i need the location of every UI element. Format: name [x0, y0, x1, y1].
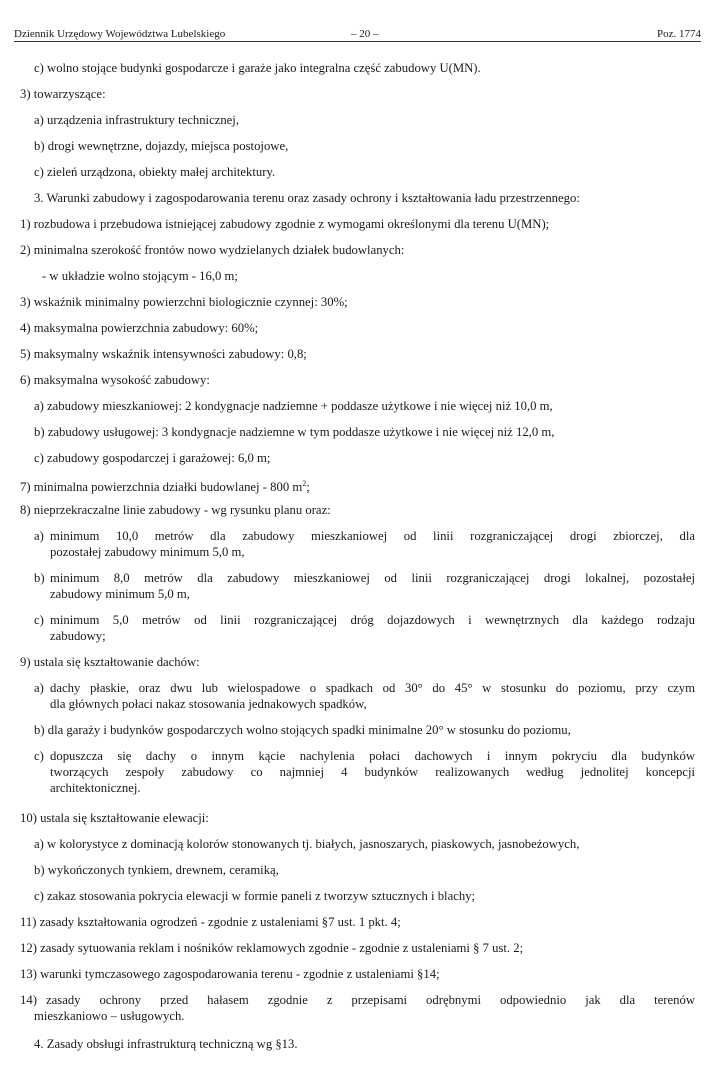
section-heading: 3. Warunki zabudowy i zagospodarowania terenu oraz zasady ochrony i kształtowania ładu przestrzennego:: [34, 191, 580, 205]
text-line: c) wolno stojące budynki gospodarcze i garaże jako integralna część zabudowy U(MN).: [34, 61, 481, 75]
item-marker: a): [34, 529, 44, 543]
text-line: a) urządzenia infrastruktury technicznej,: [34, 113, 240, 127]
item-marker: c): [34, 613, 44, 627]
text-line: 3) towarzyszące:: [20, 87, 106, 101]
text-segment: 7) minimalna powierzchnia działki budowlanej - 800 m: [20, 480, 303, 495]
text-line: 5) maksymalny wskaźnik intensywności zabudowy: 0,8;: [20, 347, 307, 361]
text-line: c) zieleń urządzona, obiekty małej architektury.: [34, 165, 276, 179]
text-line: 10) ustala się kształtowanie elewacji:: [20, 811, 209, 825]
text-line: dla głównych połaci nakaz stosowania jednakowych spadków,: [50, 697, 367, 711]
journal-title: Dziennik Urzędowy Województwa Lubelskiego: [14, 28, 226, 40]
text-line: dopuszcza się dachy o innym kącie nachylenia połaci dachowych i innym pokryciu dla budynków: [50, 749, 695, 763]
item-marker: 14): [20, 993, 37, 1007]
text-line: c) zakaz stosowania pokrycia elewacji w formie paneli z tworzyw sztucznych i blachy;: [34, 889, 476, 903]
text-line: architektonicznej.: [50, 781, 141, 795]
superscript: 2: [302, 479, 307, 488]
text-line: 6) maksymalna wysokość zabudowy:: [20, 373, 210, 387]
text-line: minimum 10,0 metrów dla zabudowy mieszkaniowej od linii rozgraniczającej drogi zbiorczej, dla: [50, 529, 695, 543]
page-number: – 20 –: [351, 28, 379, 40]
text-line: dachy płaskie, oraz dwu lub wielospadowe o spadkach od 30° do 45° w stosunku do poziomu, przy czym: [50, 681, 695, 695]
text-line: zasady ochrony przed hałasem zgodnie z przepisami odrębnymi odpowiednio jak dla terenów: [46, 993, 695, 1007]
text-line: 11) zasady kształtowania ogrodzeń - zgodnie z ustaleniami §7 ust. 1 pkt. 4;: [20, 915, 401, 929]
text-line: pozostałej zabudowy minimum 5,0 m,: [50, 545, 245, 559]
text-line: b) wykończonych tynkiem, drewnem, ceramiką,: [34, 863, 279, 877]
text-segment: ;: [306, 480, 310, 495]
section-heading: 4. Zasady obsługi infrastrukturą techniczną wg §13.: [34, 1037, 298, 1051]
text-line: 13) warunki tymczasowego zagospodarowania terenu - zgodnie z ustaleniami §14;: [20, 967, 440, 981]
text-line: 12) zasady sytuowania reklam i nośników reklamowych zgodnie - zgodnie z ustaleniami § 7 ust. 2;: [20, 941, 524, 955]
text-line: mieszkaniowo – usługowych.: [34, 1009, 185, 1023]
text-line: zabudowy;: [50, 629, 106, 643]
text-line: b) drogi wewnętrzne, dojazdy, miejsca postojowe,: [34, 139, 289, 153]
page-header: [14, 27, 701, 42]
text-line: a) w kolorystyce z dominacją kolorów stonowanych tj. białych, jasnoszarych, piaskowych, jasnobeżowych,: [34, 837, 580, 851]
text-line: zabudowy minimum 5,0 m,: [50, 587, 190, 601]
text-line: 3) wskaźnik minimalny powierzchni biologicznie czynnej: 30%;: [20, 295, 348, 309]
item-marker: c): [34, 749, 44, 763]
text-line: minimum 5,0 metrów od linii rozgraniczającej dróg dojazdowych i wewnętrznych dla każdego rodzaju: [50, 613, 695, 627]
position-number: Poz. 1774: [657, 28, 701, 40]
text-line: 2) minimalna szerokość frontów nowo wydzielanych działek budowlanych:: [20, 243, 405, 257]
item-marker: b): [34, 571, 45, 585]
text-line: c) zabudowy gospodarczej i garażowej: 6,0 m;: [34, 451, 271, 465]
text-line: b) zabudowy usługowej: 3 kondygnacje nadziemne w tym poddasze użytkowe i nie więcej niż 12,0 m,: [34, 425, 555, 439]
text-line: 9) ustala się kształtowanie dachów:: [20, 655, 200, 669]
item-marker: a): [34, 681, 44, 695]
text-line: b) dla garaży i budynków gospodarczych wolno stojących spadki minimalne 20° w stosunku do poziomu,: [34, 723, 571, 737]
text-line: 4) maksymalna powierzchnia zabudowy: 60%;: [20, 321, 259, 335]
text-line: 8) nieprzekraczalne linie zabudowy - wg rysunku planu oraz:: [20, 503, 331, 517]
text-line: - w układzie wolno stojącym - 16,0 m;: [42, 269, 238, 283]
text-line: [20, 476, 310, 495]
text-line: tworzących zespoły zabudowy co najmniej 4 budynków realizowanych według jednolitej koncepcji: [50, 765, 695, 779]
text-line: a) zabudowy mieszkaniowej: 2 kondygnacje nadziemne + poddasze użytkowe i nie więcej niż 10,0 m,: [34, 399, 553, 413]
text-line: minimum 8,0 metrów dla zabudowy mieszkaniowej od linii rozgraniczającej drogi lokalnej, pozostałej: [50, 571, 695, 585]
text-line: 1) rozbudowa i przebudowa istniejącej zabudowy zgodnie z wymogami określonymi dla terenu U(MN);: [20, 217, 550, 231]
